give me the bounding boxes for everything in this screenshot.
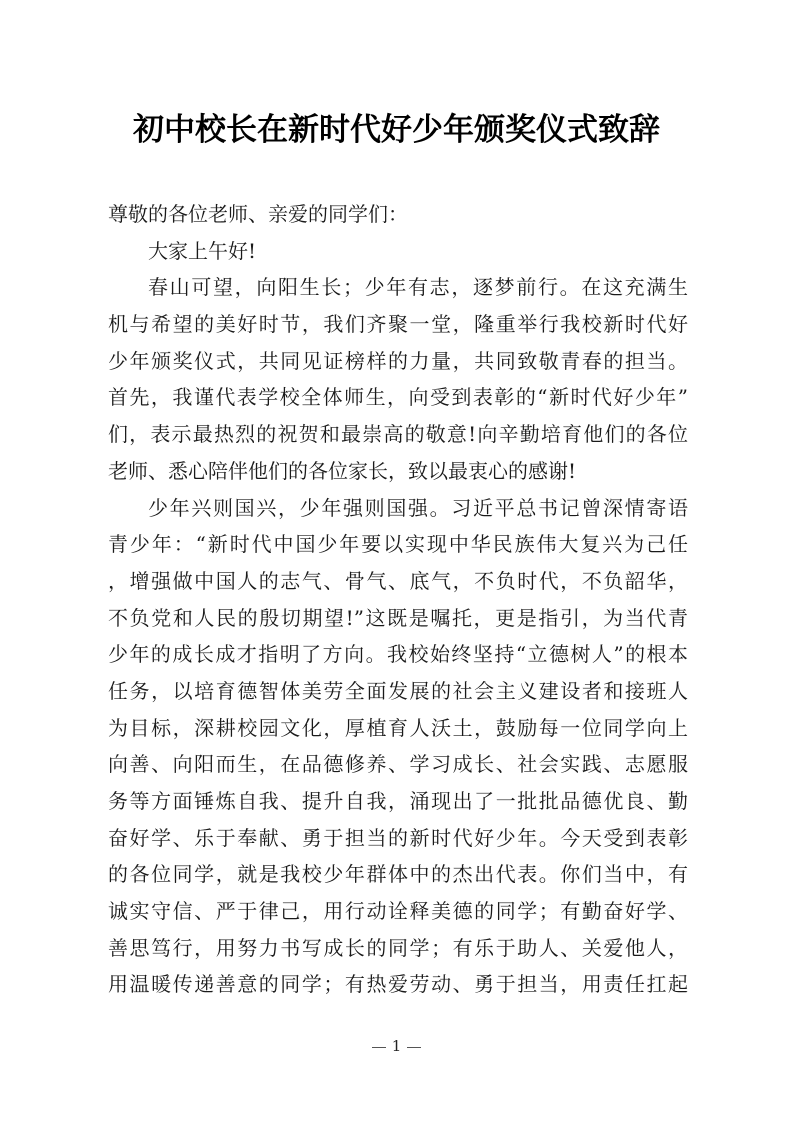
document-title: 初中校长在新时代好少年颁奖仪式致辞 bbox=[133, 112, 660, 148]
text-line: 尊敬的各位老师、亲爱的同学们： bbox=[108, 202, 408, 226]
text-line: 的各位同学，就是我校少年群体中的杰出代表。你们当中，有 bbox=[108, 862, 688, 887]
text-line: 老师、悉心陪伴他们的各位家长，致以最衷心的感谢! bbox=[108, 458, 577, 483]
text-line: 不负党和人民的殷切期望!”这既是嘱托，更是指引，为当代青 bbox=[108, 605, 688, 630]
text-line: 青少年：“新时代中国少年要以实现中华民族伟大复兴为己任 bbox=[108, 532, 688, 557]
dash-right-icon bbox=[407, 1047, 421, 1048]
text-line: 春山可望，向阳生长；少年有志，逐梦前行。在这充满生 bbox=[148, 275, 688, 300]
document-body bbox=[108, 196, 688, 1003]
text-line: 们，表示最热烈的祝贺和最崇高的敬意!向辛勤培育他们的各位 bbox=[108, 422, 688, 447]
text-line: 诚实守信、严于律己，用行动诠释美德的同学；有勤奋好学、 bbox=[108, 899, 688, 924]
text-line: ，增强做中国人的志气、骨气、底气，不负时代，不负韶华， bbox=[108, 568, 688, 593]
text-line: 务等方面锤炼自我、提升自我，涌现出了一批批品德优良、勤 bbox=[108, 789, 688, 813]
dash-left-icon bbox=[372, 1047, 386, 1048]
text-line: 任务，以培育德智体美劳全面发展的社会主义建设者和接班人 bbox=[108, 678, 688, 703]
text-line: 少年颁奖仪式，共同见证榜样的力量，共同致敬青春的担当。 bbox=[108, 348, 688, 373]
text-line: 机与希望的美好时节，我们齐聚一堂，隆重举行我校新时代好 bbox=[108, 312, 688, 337]
text-line: 为目标，深耕校园文化，厚植育人沃土，鼓励每一位同学向上 bbox=[108, 715, 688, 740]
page-footer bbox=[0, 1036, 793, 1056]
text-line: 首先，我谨代表学校全体师生，向受到表彰的“新时代好少年” bbox=[108, 385, 688, 410]
text-line: 善思笃行，用努力书写成长的同学；有乐于助人、关爱他人， bbox=[108, 935, 688, 960]
page-number: 1 bbox=[391, 1037, 402, 1055]
text-line: 少年的成长成才指明了方向。我校始终坚持“立德树人”的根本 bbox=[108, 642, 688, 667]
text-line: 大家上午好! bbox=[148, 238, 257, 263]
text-line: 少年兴则国兴，少年强则国强。习近平总书记曾深情寄语 bbox=[148, 495, 688, 520]
text-line: 奋好学、乐于奉献、勇于担当的新时代好少年。今天受到表彰 bbox=[108, 825, 688, 850]
text-line: 用温暖传递善意的同学；有热爱劳动、勇于担当，用责任扛起 bbox=[108, 972, 688, 997]
text-line: 向善、向阳而生，在品德修养、学习成长、社会实践、志愿服 bbox=[108, 752, 688, 777]
